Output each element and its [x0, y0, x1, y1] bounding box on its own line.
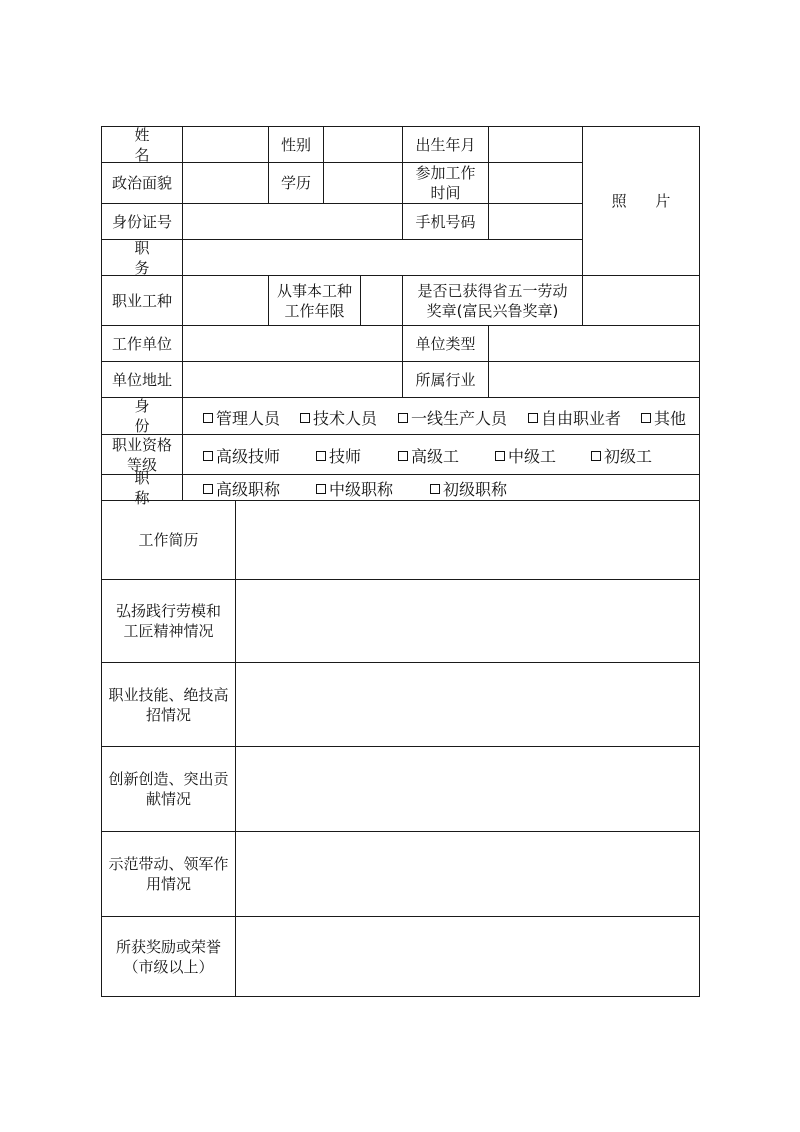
employer-label: 工作单位: [111, 334, 172, 353]
employer-type-label: 单位类型: [415, 334, 476, 353]
title-option[interactable]: 初级职称: [430, 477, 507, 500]
title-option[interactable]: 高级职称: [203, 477, 280, 500]
checkbox-icon[interactable]: [203, 451, 213, 461]
address-label: 单位地址: [111, 370, 172, 389]
awards-field[interactable]: [236, 917, 699, 996]
qualification-label: 职业资格 等级: [111, 435, 172, 474]
spirit-field[interactable]: [236, 580, 699, 662]
name-field[interactable]: [183, 127, 268, 162]
checkbox-icon[interactable]: [316, 484, 326, 494]
industry-field[interactable]: [489, 362, 699, 397]
phone-field[interactable]: [489, 204, 582, 239]
address-field[interactable]: [183, 362, 402, 397]
name-label: 姓 名: [134, 125, 168, 164]
identity-option[interactable]: 技术人员: [300, 406, 377, 429]
occupation-field[interactable]: [183, 276, 268, 325]
form-border-bottom: [101, 996, 700, 997]
industry-label: 所属行业: [415, 370, 476, 389]
checkbox-icon[interactable]: [203, 484, 213, 494]
political-label: 政治面貌: [111, 174, 172, 192]
identity-label: 身 份: [134, 397, 168, 435]
political-field[interactable]: [183, 163, 268, 203]
skill-field[interactable]: [236, 663, 699, 746]
identity-option[interactable]: 一线生产人员: [398, 406, 507, 429]
innovation-label: 创新创造、突出贡 献情况: [108, 770, 229, 808]
innovation-field[interactable]: [236, 747, 699, 831]
checkbox-icon[interactable]: [398, 451, 408, 461]
years-field[interactable]: [361, 276, 402, 325]
checkbox-icon[interactable]: [203, 413, 213, 423]
form-border-right: [699, 126, 700, 997]
checkbox-icon[interactable]: [300, 413, 310, 423]
checkbox-icon[interactable]: [316, 451, 326, 461]
qualification-option[interactable]: 技师: [316, 444, 361, 467]
years-label: 从事本工种 工作年限: [276, 281, 352, 320]
skill-label: 职业技能、绝技高 招情况: [108, 685, 229, 724]
position-label: 职 务: [134, 238, 168, 277]
birth-field[interactable]: [489, 127, 582, 162]
checkbox-icon[interactable]: [430, 484, 440, 494]
spirit-label: 弘扬践行劳模和 工匠精神情况: [115, 602, 221, 640]
identity-option[interactable]: 管理人员: [203, 406, 280, 429]
checkbox-icon[interactable]: [591, 451, 601, 461]
checkbox-icon[interactable]: [641, 413, 651, 423]
id-field[interactable]: [183, 204, 402, 239]
medal-field[interactable]: [583, 276, 699, 325]
title-options: [183, 475, 699, 500]
qualification-option[interactable]: 高级工: [398, 444, 459, 467]
awards-label: 所获奖励或荣誉 （市级以上）: [115, 937, 221, 976]
qualification-option[interactable]: 高级技师: [203, 444, 280, 467]
phone-label: 手机号码: [415, 212, 476, 231]
checkbox-icon[interactable]: [528, 413, 538, 423]
gender-field[interactable]: [324, 127, 402, 162]
education-field[interactable]: [324, 163, 402, 203]
resume-label: 工作简历: [138, 531, 199, 549]
identity-options: [183, 398, 699, 434]
identity-option[interactable]: 自由职业者: [528, 406, 621, 429]
work-start-label: 参加工作 时间: [415, 164, 476, 202]
qualification-option[interactable]: 初级工: [591, 444, 652, 467]
title-label: 职 称: [134, 468, 168, 507]
occupation-label: 职业工种: [111, 291, 172, 310]
birth-label: 出生年月: [415, 135, 476, 154]
qualification-option[interactable]: 中级工: [495, 444, 556, 467]
medal-label: 是否已获得省五一劳动 奖章(富民兴鲁奖章): [417, 281, 568, 320]
title-option[interactable]: 中级职称: [316, 477, 393, 500]
employer-type-field[interactable]: [489, 326, 699, 361]
identity-option[interactable]: 其他: [641, 406, 686, 429]
education-label: 学历: [280, 174, 311, 192]
resume-field[interactable]: [236, 501, 699, 579]
checkbox-icon[interactable]: [495, 451, 505, 461]
photo-area[interactable]: 照 片: [611, 192, 683, 210]
qualification-options: [183, 435, 699, 474]
work-start-field[interactable]: [489, 163, 582, 203]
gender-label: 性别: [280, 135, 311, 154]
leading-field[interactable]: [236, 832, 699, 916]
checkbox-icon[interactable]: [398, 413, 408, 423]
id-label: 身份证号: [111, 212, 172, 231]
leading-label: 示范带动、领军作 用情况: [108, 855, 229, 893]
employer-field[interactable]: [183, 326, 402, 361]
position-field[interactable]: [183, 240, 582, 275]
